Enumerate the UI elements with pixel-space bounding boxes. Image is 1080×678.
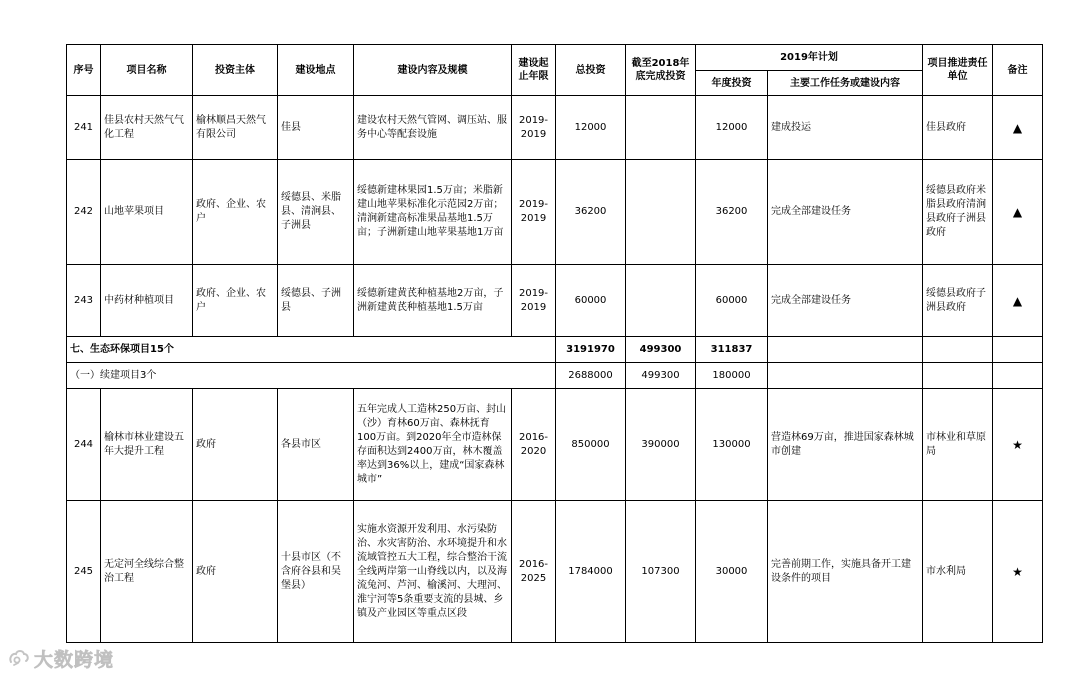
section-total: 3191970 bbox=[556, 337, 626, 363]
table-row bbox=[67, 160, 1043, 265]
cell-completed: 390000 bbox=[626, 389, 696, 501]
cell-content: 建设农村天然气管网、调压站、服务中心等配套设施 bbox=[354, 96, 512, 160]
cell-location: 绥德县、子洲县 bbox=[278, 265, 354, 337]
cell-seq: 244 bbox=[67, 389, 101, 501]
cell-investor: 政府、企业、农户 bbox=[193, 265, 278, 337]
cell-completed bbox=[626, 160, 696, 265]
cell-period: 2016-2025 bbox=[512, 501, 556, 643]
cell-content: 绥德新建黄芪种植基地2万亩，子洲新建黄芪种植基地1.5万亩 bbox=[354, 265, 512, 337]
cell-content: 绥德新建林果园1.5万亩；米脂新建山地苹果标准化示范园2万亩；清涧新建高标准果品基地1.5万亩；子洲新建山地苹果基地1万亩 bbox=[354, 160, 512, 265]
cell-investor: 政府、企业、农户 bbox=[193, 160, 278, 265]
cell-total: 36200 bbox=[556, 160, 626, 265]
section-row bbox=[67, 337, 1043, 363]
cell-annual: 130000 bbox=[696, 389, 768, 501]
cell-seq: 241 bbox=[67, 96, 101, 160]
subsection-completed: 499300 bbox=[626, 363, 696, 389]
cell-name: 山地苹果项目 bbox=[101, 160, 193, 265]
subsection-annual: 180000 bbox=[696, 363, 768, 389]
col-location: 建设地点 bbox=[278, 45, 354, 96]
cell-investor: 政府 bbox=[193, 501, 278, 643]
section-annual: 311837 bbox=[696, 337, 768, 363]
triangle-marker-icon: ▲ bbox=[993, 160, 1043, 265]
cell-completed bbox=[626, 96, 696, 160]
project-table bbox=[66, 44, 1043, 643]
cell-total: 1784000 bbox=[556, 501, 626, 643]
col-name: 项目名称 bbox=[101, 45, 193, 96]
subsection-label: （一）续建项目3个 bbox=[67, 363, 556, 389]
triangle-marker-icon: ▲ bbox=[993, 96, 1043, 160]
header-row-1 bbox=[67, 45, 1043, 71]
cell-location: 各县市区 bbox=[278, 389, 354, 501]
cell-responsible: 绥德县政府子洲县政府 bbox=[923, 265, 993, 337]
cell-period: 2019-2019 bbox=[512, 96, 556, 160]
star-marker-icon: ★ bbox=[993, 501, 1043, 643]
col-content: 建设内容及规模 bbox=[354, 45, 512, 96]
cell-annual: 36200 bbox=[696, 160, 768, 265]
cell-seq: 245 bbox=[67, 501, 101, 643]
section-completed: 499300 bbox=[626, 337, 696, 363]
star-marker-icon: ★ bbox=[993, 389, 1043, 501]
cloud-swirl-logo-icon bbox=[8, 648, 30, 668]
cell-responsible: 市水利局 bbox=[923, 501, 993, 643]
cell-total: 12000 bbox=[556, 96, 626, 160]
cell-tasks: 建成投运 bbox=[768, 96, 923, 160]
cell-seq: 242 bbox=[67, 160, 101, 265]
cell-period: 2019-2019 bbox=[512, 160, 556, 265]
cell-location: 绥德县、米脂县、清涧县、子洲县 bbox=[278, 160, 354, 265]
col-tasks: 主要工作任务或建设内容 bbox=[768, 71, 923, 96]
col-annual: 年度投资 bbox=[696, 71, 768, 96]
watermark bbox=[8, 646, 114, 670]
investment-plan-sheet bbox=[66, 44, 1043, 643]
section-label: 七、生态环保项目15个 bbox=[67, 337, 556, 363]
cell-name: 榆林市林业建设五年大提升工程 bbox=[101, 389, 193, 501]
cell-content: 五年完成人工造林250万亩、封山（沙）育林60万亩、森林抚育100万亩。到2020年全市造林保存面积达到2400万亩，林木覆盖率达到36%以上，建成“国家森林城市” bbox=[354, 389, 512, 501]
col-total: 总投资 bbox=[556, 45, 626, 96]
cell-investor: 榆林顺昌天然气有限公司 bbox=[193, 96, 278, 160]
cell-responsible: 佳县政府 bbox=[923, 96, 993, 160]
triangle-marker-icon: ▲ bbox=[993, 265, 1043, 337]
col-completed: 截至2018年底完成投资 bbox=[626, 45, 696, 96]
table-row bbox=[67, 389, 1043, 501]
cell-location: 佳县 bbox=[278, 96, 354, 160]
cell-investor: 政府 bbox=[193, 389, 278, 501]
cell-name: 中药材种植项目 bbox=[101, 265, 193, 337]
col-responsible: 项目推进责任单位 bbox=[923, 45, 993, 96]
table-row bbox=[67, 265, 1043, 337]
cell-tasks: 完成全部建设任务 bbox=[768, 265, 923, 337]
cell-tasks: 完善前期工作，实施具备开工建设条件的项目 bbox=[768, 501, 923, 643]
cell-tasks: 完成全部建设任务 bbox=[768, 160, 923, 265]
cell-annual: 12000 bbox=[696, 96, 768, 160]
cell-annual: 30000 bbox=[696, 501, 768, 643]
col-investor: 投资主体 bbox=[193, 45, 278, 96]
subsection-row bbox=[67, 363, 1043, 389]
cell-total: 850000 bbox=[556, 389, 626, 501]
cell-name: 无定河全线综合整治工程 bbox=[101, 501, 193, 643]
col-plan2019: 2019年计划 bbox=[696, 45, 923, 71]
col-remark: 备注 bbox=[993, 45, 1043, 96]
cell-period: 2016-2020 bbox=[512, 389, 556, 501]
watermark-text: 大数跨境 bbox=[34, 648, 115, 671]
cell-total: 60000 bbox=[556, 265, 626, 337]
cell-responsible: 绥德县政府米脂县政府清涧县政府子洲县政府 bbox=[923, 160, 993, 265]
cell-responsible: 市林业和草原局 bbox=[923, 389, 993, 501]
cell-tasks: 营造林69万亩，推进国家森林城市创建 bbox=[768, 389, 923, 501]
col-period: 建设起止年限 bbox=[512, 45, 556, 96]
cell-period: 2019-2019 bbox=[512, 265, 556, 337]
table-row bbox=[67, 96, 1043, 160]
cell-seq: 243 bbox=[67, 265, 101, 337]
cell-location: 十县市区（不含府谷县和吴堡县） bbox=[278, 501, 354, 643]
subsection-total: 2688000 bbox=[556, 363, 626, 389]
cell-content: 实施水资源开发利用、水污染防治、水灾害防治、水环境提升和水流域管控五大工程，综合整治干流全线两岸第一山脊线以内，以及海流兔河、芦河、榆溪河、大理河、淮宁河等5条重要支流的县城、乡镇及产业园区等重点区段 bbox=[354, 501, 512, 643]
cell-completed bbox=[626, 265, 696, 337]
col-seq: 序号 bbox=[67, 45, 101, 96]
cell-completed: 107300 bbox=[626, 501, 696, 643]
cell-name: 佳县农村天然气气化工程 bbox=[101, 96, 193, 160]
cell-annual: 60000 bbox=[696, 265, 768, 337]
table-row bbox=[67, 501, 1043, 643]
